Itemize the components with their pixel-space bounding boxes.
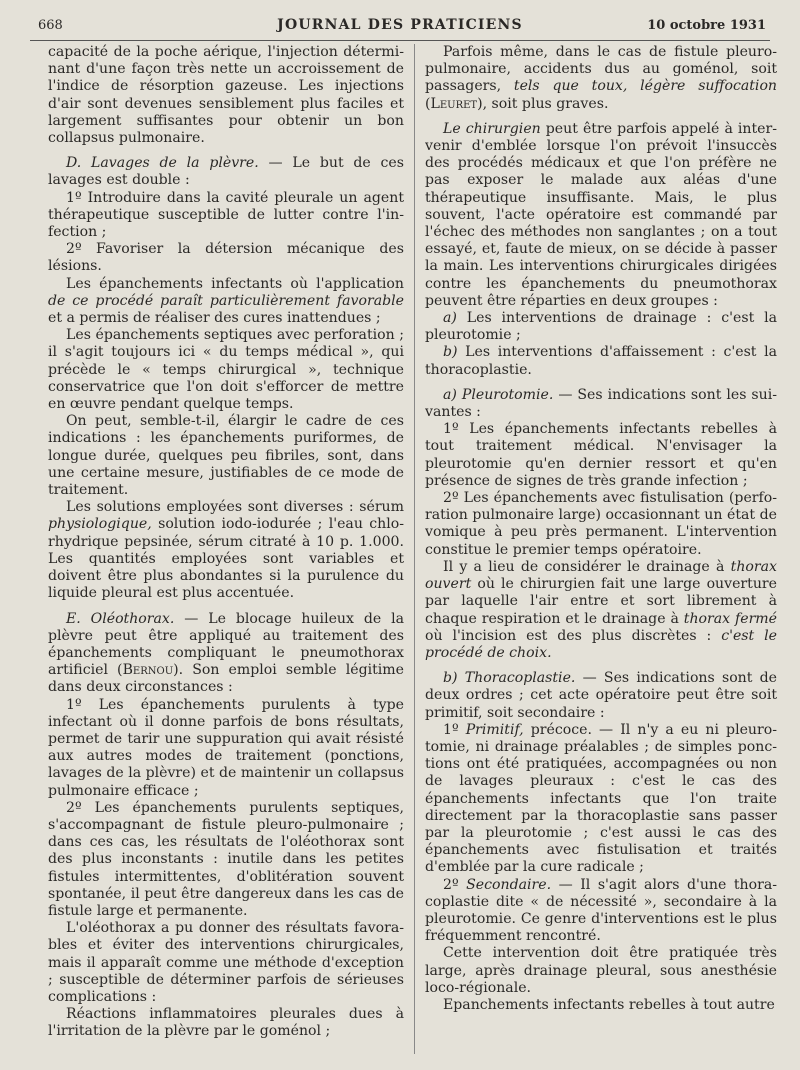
section-heading: E. Oléothorax. xyxy=(66,610,175,627)
paragraph-text: peut être parfois appelé à intervenir d'emblée lorsque l'on prévoit l'insuccès des procédés médicaux et que l'on préfère ne pas exposer le malade aux aléas d'une thérapeutique insuffisante. Mais, le plus souvent, l'acte opératoire est commandé par l'échec des méthodes non sanglantes ; on a tout essayé, et, faute de mieux, on se décide à passer la main. Les interventions chirurgicales dirigées contre les épanchements du pneumothorax peuvent être réparties en deux groupes : xyxy=(425,120,777,309)
issue-date: 10 octobre 1931 xyxy=(647,18,766,33)
text-run-italic: thorax fermé xyxy=(683,610,777,627)
text-run: — Le blocage huileux de la plèvre peut être appliqué au traitement des épanchements compliquant le pneumothorax artificiel ( xyxy=(48,610,404,679)
text-run: — Ses indications sont les suivantes : xyxy=(425,386,777,421)
list-item xyxy=(425,344,777,378)
paragraph: L'oléothorax a pu donner des résultats favorables et éviter des interventions chirurgicales, mais il apparaît comme une méthode d'exception ; susceptible de déterminer parfois de sérieuses complications : xyxy=(48,920,404,1005)
list-marker: 2º xyxy=(443,876,467,893)
section-oleothorax xyxy=(48,611,404,697)
text-run: Il y a lieu de considérer le drainage à xyxy=(443,558,731,575)
text-run: précoce. — Il n'y a eu ni pleurotomie, ni drainage préalables ; de simples ponctions ont été pratiquées, accompagnées ou non de lavages pleuraux : c'est le cas des épanchements infectants que l'on traite directement par la thoracoplastie sans passer par la pleurotomie ; c'est aussi le cas des épanchements avec fistulisation et traités d'emblée par la cure radicale ; xyxy=(425,721,777,876)
text-run: ). Son emploi semble légitime dans deux circonstances : xyxy=(48,662,404,696)
paragraph xyxy=(48,276,404,328)
list-item: 1º Introduire dans la cavité pleurale un agent thérapeutique susceptible de lutter contre l'infection ; xyxy=(48,189,404,241)
text-run-italic: physiologique, xyxy=(48,516,152,533)
list-item xyxy=(425,722,777,877)
text-run: — Ses indications sont de deux ordres ; cet acte opératoire peut être soit primitif, soit secondaire : xyxy=(425,670,777,721)
paragraph-text: — Le but de ces lavages est double : xyxy=(48,155,404,189)
text-run: où le chirurgien fait une large ouverture par laquelle l'air entre et sort librement à chaque respiration et le drainage à xyxy=(425,576,777,627)
text-run: — Il s'agit alors d'une thoracoplastie dite « de nécessité », secondaire à la pleurotomie. Ce genre d'interventions est le plus fréquemment rencontré. xyxy=(425,876,777,945)
text-run: Les épanchements infectants où l'application xyxy=(66,275,404,292)
text-run: solution iodo-iodurée ; l'eau chlorhydrique pepsinée, sérum citraté à 10 p. 1.000. Les quantités employées sont variables et doivent être plus abondantes si la purulence du liquide pleural est plus accentuée. xyxy=(48,516,404,602)
section-pleurotomie xyxy=(425,387,777,421)
text-run: où l'incision est des plus discrètes : xyxy=(425,627,722,644)
text-run: ), soit plus graves. xyxy=(477,95,609,112)
section-heading: D. Lavages de la plèvre. xyxy=(66,155,259,172)
paragraph: Cette intervention doit être pratiquée très large, après drainage pleural, sous anesthésie loco-régionale. xyxy=(425,945,777,996)
list-marker: b) xyxy=(443,670,465,687)
text-run-italic: de ce procédé paraît particulièrement favorable xyxy=(48,292,404,309)
page-number: 668 xyxy=(38,18,63,33)
section-lavages xyxy=(48,155,404,189)
text-run: et a permis de réaliser des cures inattendues ; xyxy=(48,310,381,327)
left-column xyxy=(48,44,404,1064)
text-run: ( xyxy=(425,95,431,112)
text-run-italic: thorax ouvert xyxy=(425,558,777,593)
list-marker: 1º xyxy=(443,721,466,738)
subheading: Secondaire. xyxy=(466,876,552,893)
author-name: Bernou xyxy=(122,662,174,679)
list-item: 2º Les épanchements avec fistulisation (perforation pulmonaire large) occasionnant un état de vomique à peu près permanent. L'intervention constitue le premier temps opératoire. xyxy=(425,490,777,558)
list-item: 1º Les épanchements purulents à type infectant où il donne parfois de bons résultats, permet de tarir une suppuration qui avait résisté aux autres modes de traitement (ponctions, lavages de la plèvre) et de maintenir un collapsus pulmonaire efficace ; xyxy=(48,696,404,799)
list-item xyxy=(425,310,777,344)
text-run: Les interventions d'affaissement : c'est la thoracoplastie. xyxy=(425,344,777,378)
section-heading: Thoracoplastie. xyxy=(464,670,576,687)
column-divider xyxy=(414,44,415,1054)
paragraph: Epanchements infectants rebelles à tout autre xyxy=(443,996,775,1013)
paragraph: Les épanchements septiques avec perforation ; il s'agit toujours ici « du temps médical », qui précède le « temps chirurgical », technique conservatrice que l'on doit s'efforcer de mettre en œuvre pendant quelque temps. xyxy=(48,327,404,413)
subheading: Primitif, xyxy=(465,721,524,738)
list-marker: a) xyxy=(443,310,457,327)
running-header xyxy=(30,14,770,41)
paragraph: capacité de la poche aérique, l'injection déterminant d'une façon très nette un accroissement de l'indice de résorption gazeuse. Les injections d'air sont devenues sensiblement plus faciles et largement suffisantes pour obtenir un bon collapsus pulmonaire. xyxy=(48,44,404,147)
paragraph xyxy=(48,499,404,602)
paragraph xyxy=(425,559,777,662)
section-thoracoplastie xyxy=(425,670,777,722)
section-heading: Pleurotomie. xyxy=(461,386,554,403)
paragraph xyxy=(425,44,777,113)
list-item: 1º Les épanchements infectants rebelles à tout traitement médical. N'envisager la pleurotomie qu'en dernier ressort et qu'en présence de signes de très grande infection ; xyxy=(425,421,777,489)
right-column xyxy=(425,44,777,1064)
journal-title: JOURNAL DES PRATICIENS xyxy=(277,17,523,33)
list-marker: b) xyxy=(443,344,458,361)
list-item: 2º Favoriser la détersion mécanique des lésions. xyxy=(48,241,404,275)
author-name: Leuret xyxy=(430,95,478,112)
list-item: 2º Les épanchements purulents septiques, s'accompagnant de fistule pleuro-pulmonaire ; dans ces cas, les résultats de l'oléothorax sont des plus inconstants : inutile dans les petites fistules intermittentes, d'oblitération souvent spontanée, il peut être dangereux dans les cas de fistule large et permanente. xyxy=(48,799,404,919)
list-item xyxy=(425,877,777,946)
paragraph: On peut, semble-t-il, élargir le cadre de ces indications : les épanchements puriformes, de longue durée, quelques peu fibriles, sont, dans une certaine mesure, justifiables de ce mode de traitement. xyxy=(48,413,404,499)
text-run: Les solutions employées sont diverses : sérum xyxy=(66,499,404,516)
section-chirurgien xyxy=(425,121,777,310)
paragraph: Réactions inflammatoires pleurales dues à l'irritation de la plèvre par le goménol ; xyxy=(48,1006,404,1040)
text-run: Les interventions de drainage : c'est la pleurotomie ; xyxy=(425,310,777,344)
text-run: Parfois même, dans le cas de fistule pleuropulmonaire, accidents dus au goménol, soit passagers, xyxy=(425,44,777,95)
section-heading: Le chirurgien xyxy=(443,120,541,137)
text-run-italic: tels que toux, légère suffocation xyxy=(513,78,777,95)
list-marker: a) xyxy=(443,386,462,403)
text-run-italic: c'est le procédé de choix. xyxy=(425,627,777,661)
